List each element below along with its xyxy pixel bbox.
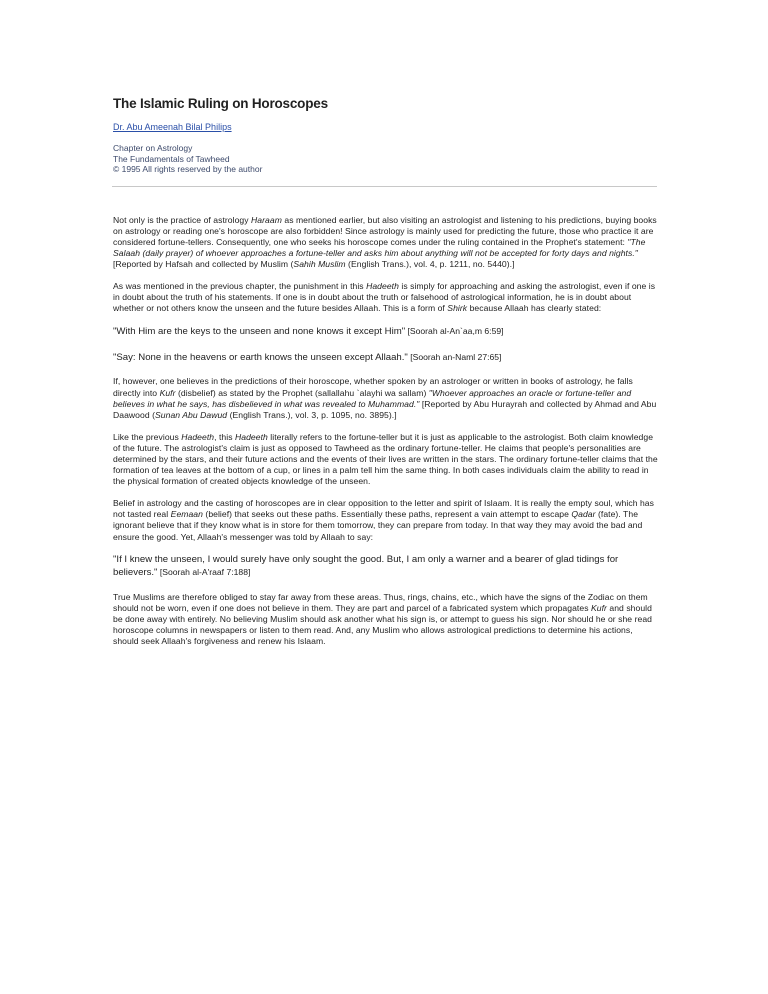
quote-2: "Say: None in the heavens or earth knows the unseen except Allaah." [Soorah an-Naml 27:65] bbox=[113, 351, 502, 363]
paragraph-5: Belief in astrology and the casting of horoscopes are in clear opposition to the letter and spirit of Islaam. It is really the empty soul, which has not tasted real Eemaan (belief) that seeks out these paths. Essentially these paths, represent a vain attempt to escape Qadar (fate). The ignorant believe that if they know what is in store for them tomorrow, they can prepare from today. In that way they may avoid the bad and ensure the good. Yet, Allaah's messenger was told by Allaah to say: bbox=[113, 498, 654, 542]
chapter-line: Chapter on Astrology bbox=[113, 143, 193, 153]
paragraph-3: If, however, one believes in the predictions of their horoscope, whether spoken by an astrologer or written in books of astrology, he falls directly into Kufr (disbelief) as stated by the Prophet (sallallahu `alayhi wa sallam) "Whoever approaches an oracle or fortune-teller and believes in what he says, has disbelieved in what was revealed to Muhammad." [Reported by Abu Hurayrah and collected by Ahmad and Abu Daawood (Sunan Abu Dawud (English Trans.), vol. 3, p. 1095, no. 3895).] bbox=[113, 376, 657, 420]
book-line: The Fundamentals of Tawheed bbox=[113, 153, 230, 164]
quote-1: "With Him are the keys to the unseen and none knows it except Him" [Soorah al-An`aa,m 6:59] bbox=[113, 326, 504, 338]
paragraph-4: Like the previous Hadeeth, this Hadeeth literally refers to the fortune-teller but it is just as applicable to the astrologist. Both claim knowledge of the future. The astrologist's claim is just as opposed to Tawheed as the ordinary fortune-teller. He claims that people's personalities are determined by the stars, and their future actions and the events of their lives are written in the stars. The ordinary fortune-teller claims that the formation of tea leaves at the bottom of a cup, or lines in a palm tell him the same thing. In both cases individuals claim the ability to read in the physical formation of created objects knowledge of the unseen. bbox=[113, 431, 658, 487]
source-info bbox=[113, 143, 658, 175]
article bbox=[113, 96, 658, 658]
paragraph-6: True Muslims are therefore obliged to stay far away from these areas. Thus, rings, chains, etc., which have the signs of the Zodiac on them should not be worn, even if one does not believe in them. They are part and parcel of a fabricated system which propagates Kufr and should be done away with entirely. No believing Muslim should ask another what his sign is, or attempt to guess his sign. Nor should he or she read horoscope columns in newspapers or listen to them read. And, any Muslim who allows astrological predictions to determine his actions, should seek Allaah's forgiveness and renew his Islaam. bbox=[113, 591, 652, 647]
divider bbox=[112, 186, 657, 187]
paragraph-1: Not only is the practice of astrology Haraam as mentioned earlier, but also visiting an astrologist and listening to his predictions, buying books on astrology or reading one's horoscope are also forbidden! Since astrology is mainly used for predicting the future, those who practice it are considered fortune-tellers. Consequently, one who seeks his horoscope comes under the ruling contained in the Prophet's statement: "The Salaah (daily prayer) of whoever approaches a fortune-teller and asks him about anything will not be accepted for forty days and nights." [Reported by Hafsah and collected by Muslim (Sahih Muslim (English Trans.), vol. 4, p. 1211, no. 5440).] bbox=[113, 214, 657, 269]
quote-3: "If I knew the unseen, I would surely have only sought the good. But, I am only a warner and a bearer of glad tidings for believers." [Soorah al-A'raaf 7:188] bbox=[113, 553, 619, 579]
paragraph-2: As was mentioned in the previous chapter, the punishment in this Hadeeth is simply for approaching and asking the astrologist, even if one is in doubt about the truth of his statements. If one is in doubt about the truth or falsehood of astrological information, he is in doubt about whether or not others know the unseen and the future besides Allaah. This is a form of Shirk because Allaah has clearly stated: bbox=[113, 280, 656, 314]
copyright-line: © 1995 All rights reserved by the author bbox=[113, 164, 263, 174]
page-title: The Islamic Ruling on Horoscopes bbox=[113, 96, 328, 111]
author-link[interactable]: Dr. Abu Ameenah Bilal Philips bbox=[113, 122, 232, 132]
